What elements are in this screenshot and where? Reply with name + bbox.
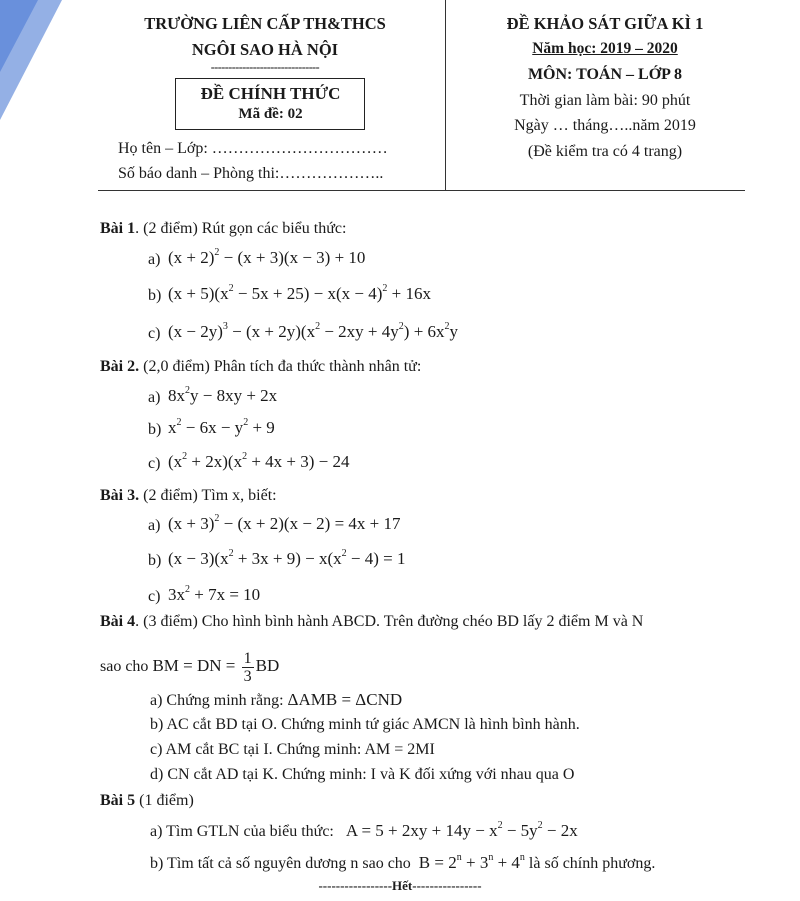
bai3-label: Bài 3.	[100, 487, 140, 504]
bai1-heading	[100, 220, 346, 238]
bai3-text: (2 điểm) Tìm x, biết:	[139, 487, 277, 504]
bai4-a-text: a) Chứng minh rằng:	[150, 692, 284, 709]
bai4-condition: BM = DN = $\frac{1}{3}$ BD	[152, 650, 280, 685]
duration: Thời gian làm bài: 90 phút	[519, 92, 691, 109]
bai2-c-label: c)	[148, 455, 161, 472]
bai2-text: (2,0 điểm) Phân tích đa thức thành nhân tử:	[139, 358, 422, 375]
bai2-a-label: a)	[148, 389, 161, 406]
fraction-one-third: $\frac{1}{3}$	[243, 650, 252, 685]
end-marker: -----------------Hết----------------	[318, 878, 482, 893]
bai2-b-expression: $x^2 - 6x - y^2 + 9$	[168, 417, 275, 437]
bai4-c-expression: AM = 2MI	[364, 741, 435, 758]
bai4-c-text: c) AM cắt BC tại I. Chứng minh:	[150, 741, 362, 758]
bai5-b-text: b) Tìm tất cả số nguyên dương n sao cho	[150, 855, 411, 872]
bai4-line2-prefix: sao cho	[100, 658, 149, 676]
bai5-b-expression: $B = 2^n + 3^n + 4^n$	[418, 852, 525, 872]
header-dash-line: -------------------------------	[210, 60, 320, 74]
bai4-a-expression: ΔAMB = ΔCND	[287, 690, 403, 709]
header-divider-horizontal	[98, 190, 745, 191]
corner-decoration-dark	[0, 0, 62, 120]
bai1-b-expression: $(x + 5)(x^2 - 5x + 25) - x(x - 4)^2 + 16x$	[168, 283, 432, 303]
bai2-heading	[100, 358, 421, 376]
bai3-a-expression: $(x + 3)^2 - (x + 2)(x - 2) = 4x + 17$	[168, 513, 401, 533]
bai3-a-label: a)	[148, 517, 161, 534]
bai2-a-expression: $8x^2y - 8xy + 2x$	[168, 385, 278, 405]
subject: MÔN: TOÁN – LỚP 8	[527, 66, 683, 83]
bai1-a-expression: $(x + 2)^2 - (x + 3)(x - 3) + 10$	[168, 247, 366, 267]
pages-note: (Đề kiểm tra có 4 trang)	[527, 143, 683, 160]
exam-title: ĐỀ KHẢO SÁT GIỮA KÌ 1	[506, 14, 704, 33]
bai2-b-label: b)	[148, 421, 162, 438]
bai1-text: . (2 điểm) Rút gọn các biểu thức:	[135, 220, 347, 237]
bai4-text: . (3 điểm) Cho hình bình hành ABCD. Trên đường chéo BD lấy 2 điểm M và N	[135, 613, 644, 630]
bai1-c-expression: $(x - 2y)^3 - (x + 2y)(x^2 - 2xy + 4y^2) + 6x^2y$	[168, 321, 459, 341]
bai5-a	[150, 821, 578, 841]
bai4-c	[150, 741, 435, 759]
bai1-a-label: a)	[148, 251, 161, 268]
name-class-field: Họ tên – Lớp: ……………………………	[118, 140, 388, 157]
bai3-c-label: c)	[148, 588, 161, 605]
bai1-b-label: b)	[148, 287, 162, 304]
school-name-line1: TRƯỜNG LIÊN CẤP TH&THCS	[144, 14, 386, 33]
bai3-b-expression: $(x - 3)(x^2 + 3x + 9) - x(x^2 - 4) = 1$	[168, 548, 406, 568]
bai2-label: Bài 2.	[100, 358, 140, 375]
candidate-room-field: Số báo danh – Phòng thi:………………..	[118, 165, 384, 182]
exam-date: Ngày … tháng…..năm 2019	[514, 117, 696, 134]
bai5-heading	[100, 792, 194, 810]
bai1-c-label: c)	[148, 325, 161, 342]
bai5-b-suffix: là số chính phương.	[528, 855, 656, 872]
bai5-label: Bài 5	[100, 792, 136, 809]
bai4-b: b) AC cắt BD tại O. Chứng minh tứ giác AMCN là hình bình hành.	[150, 716, 580, 733]
bai5-a-expression: $A = 5 + 2xy + 14y - x^2 - 5y^2 - 2x$	[345, 820, 578, 840]
bai3-c-expression: $3x^2 + 7x = 10$	[168, 584, 261, 604]
bai4-line2	[100, 650, 279, 685]
bai4-d: d) CN cắt AD tại K. Chứng minh: I và K đối xứng với nhau qua O	[150, 766, 575, 783]
bai4-label: Bài 4	[100, 613, 136, 630]
bai4-a	[150, 690, 402, 710]
bai5-b	[150, 853, 655, 873]
exam-code: Mã đề: 02	[238, 106, 303, 122]
school-year: Năm học: 2019 – 2020	[532, 40, 678, 57]
school-name-line2: NGÔI SAO HÀ NỘI	[191, 40, 339, 59]
bai4-heading	[100, 613, 643, 631]
official-label: ĐỀ CHÍNH THỨC	[200, 84, 341, 103]
bai3-heading	[100, 487, 277, 505]
bai2-c-expression: $(x^2 + 2x)(x^2 + 4x + 3) - 24$	[168, 451, 350, 471]
bai5-a-text: a) Tìm GTLN của biểu thức:	[150, 823, 334, 840]
bai1-label: Bài 1	[100, 220, 136, 237]
header-divider-vertical	[445, 0, 446, 190]
bai5-text: (1 điểm)	[135, 792, 194, 809]
bai3-b-label: b)	[148, 552, 162, 569]
